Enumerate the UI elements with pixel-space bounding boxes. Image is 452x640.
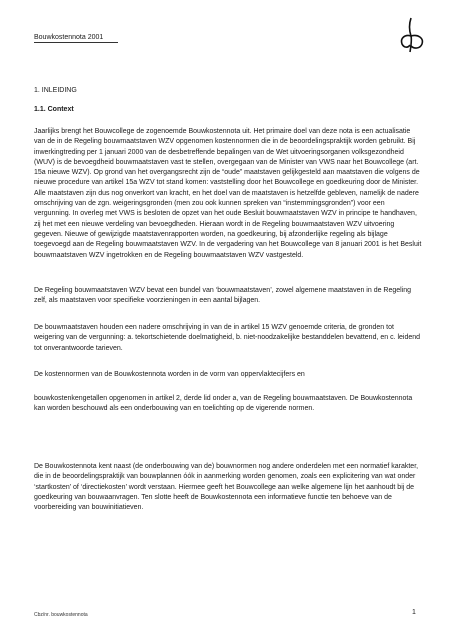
subsection-heading: 1.1. Context [34,106,74,113]
paragraph-context: Jaarlijks brengt het Bouwcollege de zogenoemde Bouwkostennota uit. Het primaire doel van deze nota is een actualisatie van de in de Regeling bouwmaatstaven WZV opgenomen kostennormen die in de beoordelingspraktijk worden gebruikt. Bij inwerkingtreding per 1 januari 2000 van de desbetreffende bepalingen van de Wet uitvoeringsorganen volksgezondheid (WUV) is de bevoegdheid bouwmaatstaven vast te stellen, overgegaan van de Minister van VWS naar het Bouwcollege (art. 15a nieuwe WZV). Op grond van het overgangsrecht zijn de “oude” maatstaven gelijkgesteld aan maatstaven die volgens de nieuwe procedure van artikel 15a WZV tot stand komen: vaststelling door het Bouwcollege en goedkeuring door de Minister. Alle maatstaven zijn dus nog onverkort van kracht, en het doel van de maatstaven is hetzelfde gebleven, namelijk de nadere omschrijving van de zgn. weigeringsgronden (men zou ook kunnen spreken van “instemmingsgronden”) voor een vergunning. In overleg met VWS is besloten de opzet van het oude Besluit bouwmaatstaven WZV in principe te handhaven, zij het met een nieuwe verdeling van bevoegdheden. Hieraan wordt in de Regeling bouwmaatstaven WZV uitvoering gegeven. Nieuwe of gewijzigde maatstavenrapporten worden, na goedkeuring, bij afzonderlijke regeling als bijlage toegevoegd aan de Regeling bouwmaatstaven WZV. In de vergadering van het Bouwcollege van 8 januari 2001 is het Besluit bouwmaatstaven WZV ingetrokken en de Regeling bouwmaatstaven WZV vastgesteld. [34,128,422,259]
section-heading: 1. INLEIDING [34,87,77,94]
paragraph-kengetallen: bouwkostenkengetallen opgenomen in artikel 2, derde lid onder a, van de Regeling bouwmaatstaven. De Bouwkostennota kan worden beschouwd als een onderbouwing van en toelichting op de vigerende normen. [34,395,413,413]
paragraph-normatief: De Bouwkostennota kent naast (de onderbouwing van de) bouwnormen nog andere onderdelen met een normatief karakter, die in de beoordelingspraktijk van bouwplannen óók in aanmerking worden genomen, zoals een explicitering van wat onder ‘startkosten’ of ‘directiekosten’ wordt verstaan. Hiermee geeft het Bouwcollege aan welke algemene lijn het aanhoudt bij de goedkeuring van bouwaanvragen. Ten slotte heeft de Bouwkostennota een informatieve functie ten behoeve van de voorbereiding van bouwinitiatieven. [34,463,419,512]
paragraph-kostennormen: De kostennormen van de Bouwkostennota worden in de vorm van oppervlaktecijfers en [34,371,305,378]
stylized-b-logo-icon [398,16,426,54]
page-number: 1 [412,609,416,616]
running-header: Bouwkostennota 2001 [34,33,118,43]
footer-reference: Cbz/nr. bouwkostennota [34,612,88,618]
paragraph-bouwmaatstaven: De bouwmaatstaven houden een nadere omschrijving in van de in artikel 15 WZV genoemde criteria, de gronden tot weigering van de vergunning: a. tekortschietende doelmatigheid, b. niet-noodzakelijke bestanddelen bevattend, en c. leidend tot onverantwoorde tarieven. [34,324,421,352]
paragraph-regeling: De Regeling bouwmaatstaven WZV bevat een bundel van ‘bouwmaatstaven’, zowel algemene maatstaven in de Regeling zelf, als maatstaven voor specifieke voorzieningen in een aantal bijlagen. [34,287,412,305]
